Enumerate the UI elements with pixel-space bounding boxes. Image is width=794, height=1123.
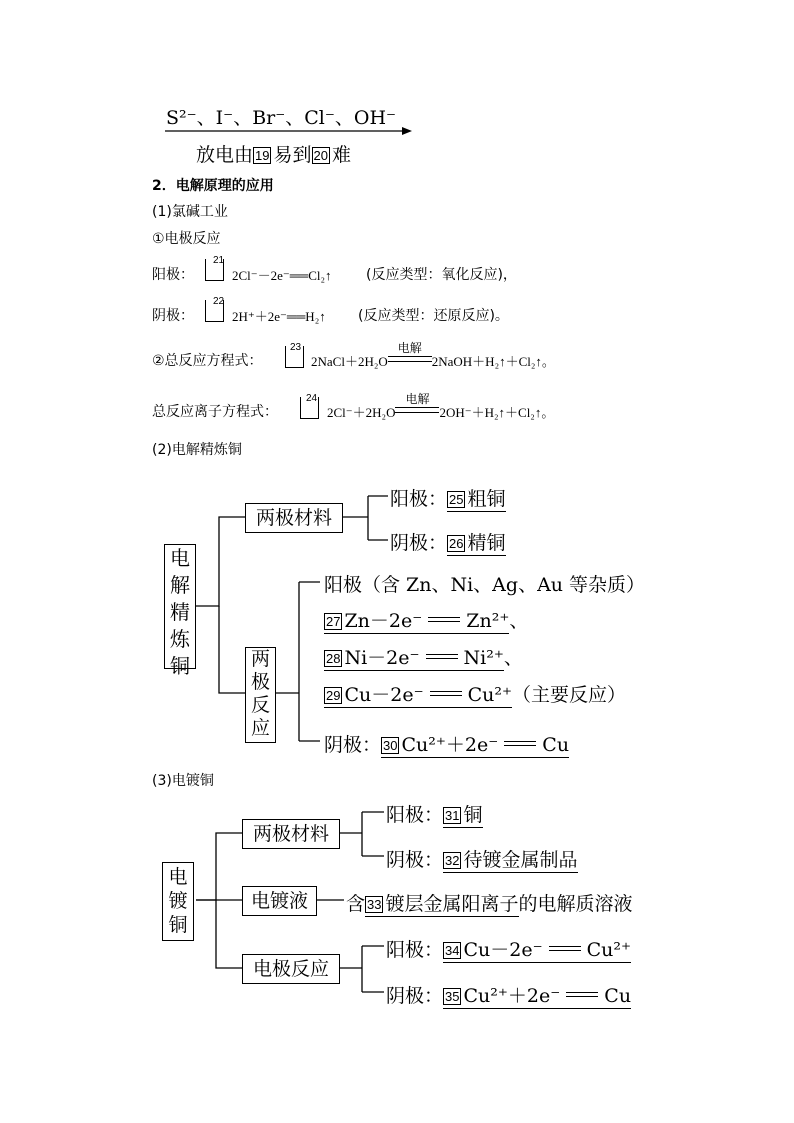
reaction-type-note: (反应类型：氧化反应)， [366, 267, 517, 283]
discharge-caption: 放电由 19 易到 20 难 [196, 144, 351, 166]
cathode-label: 阴极： [152, 308, 194, 324]
refine-cathode-reaction: 阴极： 30 Cu²⁺＋2e⁻ Cu [324, 734, 570, 756]
reaction-type-note: (反应类型：还原反应)。 [358, 308, 509, 324]
subsection-title: (1)氯碱工业 [152, 204, 228, 220]
refine-anode-material: 阳极： 25 粗铜 [390, 488, 506, 510]
refine-reaction-28: 28 Ni－2e⁻ Ni²⁺、 [326, 647, 523, 669]
refine-anode-desc: 阳极（含 Zn、Ni、Ag、Au 等杂质） [324, 574, 646, 596]
plating-anode-reaction: 阳极： 34 Cu－2e⁻ Cu²⁺ [386, 939, 632, 961]
ion-order: S²⁻、I⁻、Br⁻、Cl⁻、OH⁻ [166, 107, 397, 129]
section-title: 2．电解原理的应用 [152, 178, 274, 194]
blank-number: 21 [213, 255, 225, 266]
plating-anode-material: 阳极： 31 铜 [386, 804, 483, 826]
blank-number: 22 [213, 296, 225, 307]
refine-reaction-29: 29 Cu－2e⁻ Cu²⁺（主要反应） [326, 684, 627, 706]
plating-root-box: 电 镀 铜 [162, 862, 194, 941]
ion-eq-label: 总反应离子方程式： [152, 404, 278, 420]
blank-number: 20 [313, 148, 328, 163]
cathode-equation: 2H⁺＋2e⁻══H₂↑ [232, 309, 326, 324]
materials-box: 两极材料 [245, 503, 343, 533]
plating-cathode-material: 阴极： 32 待镀金属制品 [386, 849, 578, 871]
subsection-title: ①电极反应 [152, 231, 221, 247]
blank-number: 23 [290, 342, 302, 353]
anode-equation: 2Cl⁻－2e⁻══Cl₂↑ [232, 268, 332, 283]
blank-number: 19 [255, 148, 270, 163]
reactions-box: 两 极 反 应 [245, 647, 276, 743]
subsection-title: (3)电镀铜 [152, 773, 214, 789]
refine-reaction-27: 27 Zn－2e⁻ Zn²⁺、 [326, 610, 529, 632]
refine-cathode-material: 阴极： 26 精铜 [390, 532, 506, 554]
total-eq-label: ②总反应方程式： [152, 353, 263, 369]
blank-number: 24 [306, 393, 318, 404]
plating-cathode-reaction: 阴极： 35 Cu²⁺＋2e⁻ Cu [386, 985, 632, 1007]
refine-root-box: 电 解 精 炼 铜 [164, 544, 196, 669]
total-equation: 2NaCl＋2H₂O 电解 2NaOH＋H₂↑＋Cl₂↑。 [311, 341, 555, 369]
plating-reaction-box: 电极反应 [242, 954, 340, 984]
plating-solution-desc: 含 33 镀层金属阳离子的电解质溶液 [346, 893, 633, 915]
anode-label: 阳极： [152, 267, 194, 283]
subsection-title: (2)电解精炼铜 [152, 442, 242, 458]
plating-solution-box: 电镀液 [242, 886, 317, 916]
ion-equation: 2Cl⁻＋2H₂O 电解 2OH⁻＋H₂↑＋Cl₂↑。 [327, 392, 555, 420]
plating-materials-box: 两极材料 [242, 819, 340, 849]
